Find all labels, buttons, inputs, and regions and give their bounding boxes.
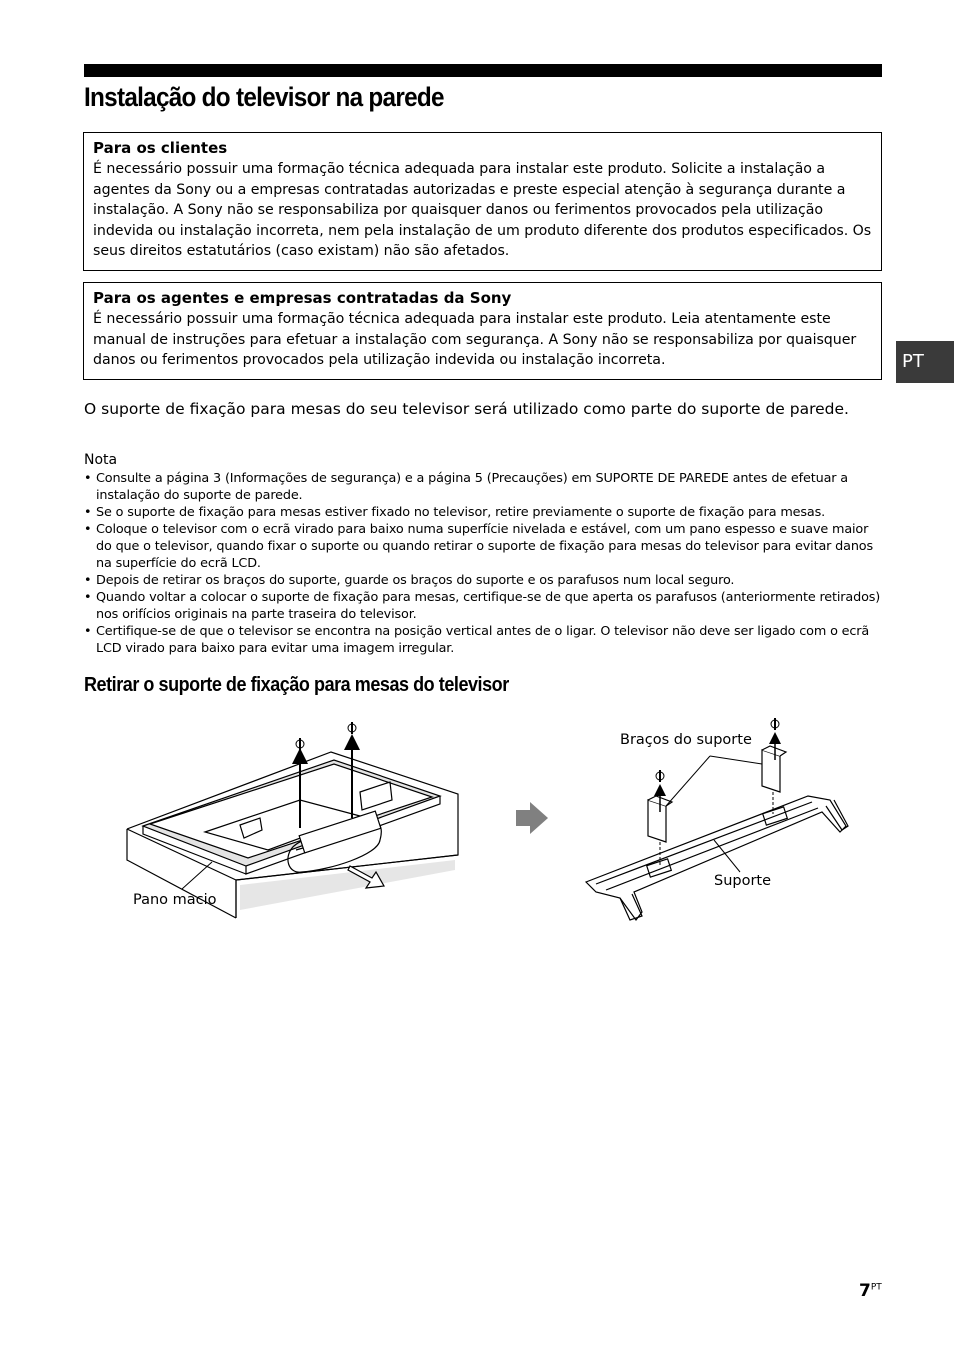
- intro-paragraph: O suporte de fixação para mesas do seu televisor será utilizado como parte do suporte de parede.: [84, 400, 849, 418]
- label-soft-cloth: Pano macio: [133, 892, 217, 908]
- language-tab: PT: [896, 341, 954, 383]
- cloth-leader-line: [182, 862, 212, 889]
- bullet-glyph: •: [84, 505, 92, 520]
- note-label: Nota: [84, 452, 118, 468]
- note-text: Certifique-se de que o televisor se encontra na posição vertical antes de o ligar. O televisor não deve ser ligado com o ecrã LCD virado para baixo para evitar uma imagem irregular.: [96, 624, 870, 656]
- page-number: [859, 1281, 882, 1301]
- page-title: Instalação do televisor na parede: [84, 82, 444, 112]
- section-subtitle: Retirar o suporte de fixação para mesas do televisor: [84, 674, 509, 696]
- note-text: Coloque o televisor com o ecrã virado para baixo numa superfície nivelada e estável, com um pano espesso e suave maior do que o televisor, quando fixar o suporte ou quando retirar o suporte de fixação para mesas do televisor para evitar danos na superfície do ecrã LCD.: [96, 522, 873, 571]
- clients-notice-heading: Para os clientes: [93, 139, 228, 157]
- page-number-value: 7: [859, 1281, 871, 1301]
- bullet-glyph: •: [84, 590, 92, 605]
- note-text: Consulte a página 3 (Informações de segurança) e a página 5 (Precauções) em SUPORTE DE PAREDE antes de efetuar a instalação do suporte de parede.: [96, 471, 848, 503]
- clients-notice-text: É necessário possuir uma formação técnica adequada para instalar este produto. Solicite a instalação a agentes da Sony ou a empresas contratadas autorizadas e preste especial atenção à segurança durante a instalação. A Sony não se responsabiliza por quaisquer danos ou ferimentos provocados pela utilização indevida ou instalação incorreta, nem pela instalação de um produto diferente dos produtos especificados. Os seus direitos estatutários (caso existam) não são afetados.: [93, 161, 872, 259]
- bullet-glyph: •: [84, 522, 92, 537]
- agents-notice-heading: Para os agentes e empresas contratadas da Sony: [93, 289, 512, 307]
- label-stand: Suporte: [714, 873, 772, 889]
- bullet-glyph: •: [84, 471, 92, 486]
- bullet-glyph: •: [84, 573, 92, 588]
- page-number-suffix: PT: [870, 1282, 882, 1293]
- agents-notice-text: É necessário possuir uma formação técnica adequada para instalar este produto. Leia atentamente este manual de instruções para efetuar a instalação com segurança. A Sony não se responsabiliza por quaisquer danos ou ferimentos provocados pela utilização indevida ou instalação incorreta.: [93, 311, 857, 368]
- bullet-glyph: •: [84, 624, 92, 639]
- note-text: Se o suporte de fixação para mesas estiver fixado no televisor, retire previamente o suporte de fixação para mesas.: [96, 505, 826, 520]
- next-step-arrow-icon: [516, 802, 548, 834]
- stand-drawing: [586, 796, 848, 920]
- label-stand-arms: Braços do suporte: [620, 732, 752, 748]
- note-text: Quando voltar a colocar o suporte de fixação para mesas, certifique-se de que aperta os parafusos (anteriormente retirados) nos orifícios originais na parte traseira do televisor.: [96, 590, 881, 622]
- note-text: Depois de retirar os braços do suporte, guarde os braços do suporte e os parafusos num local seguro.: [96, 573, 735, 588]
